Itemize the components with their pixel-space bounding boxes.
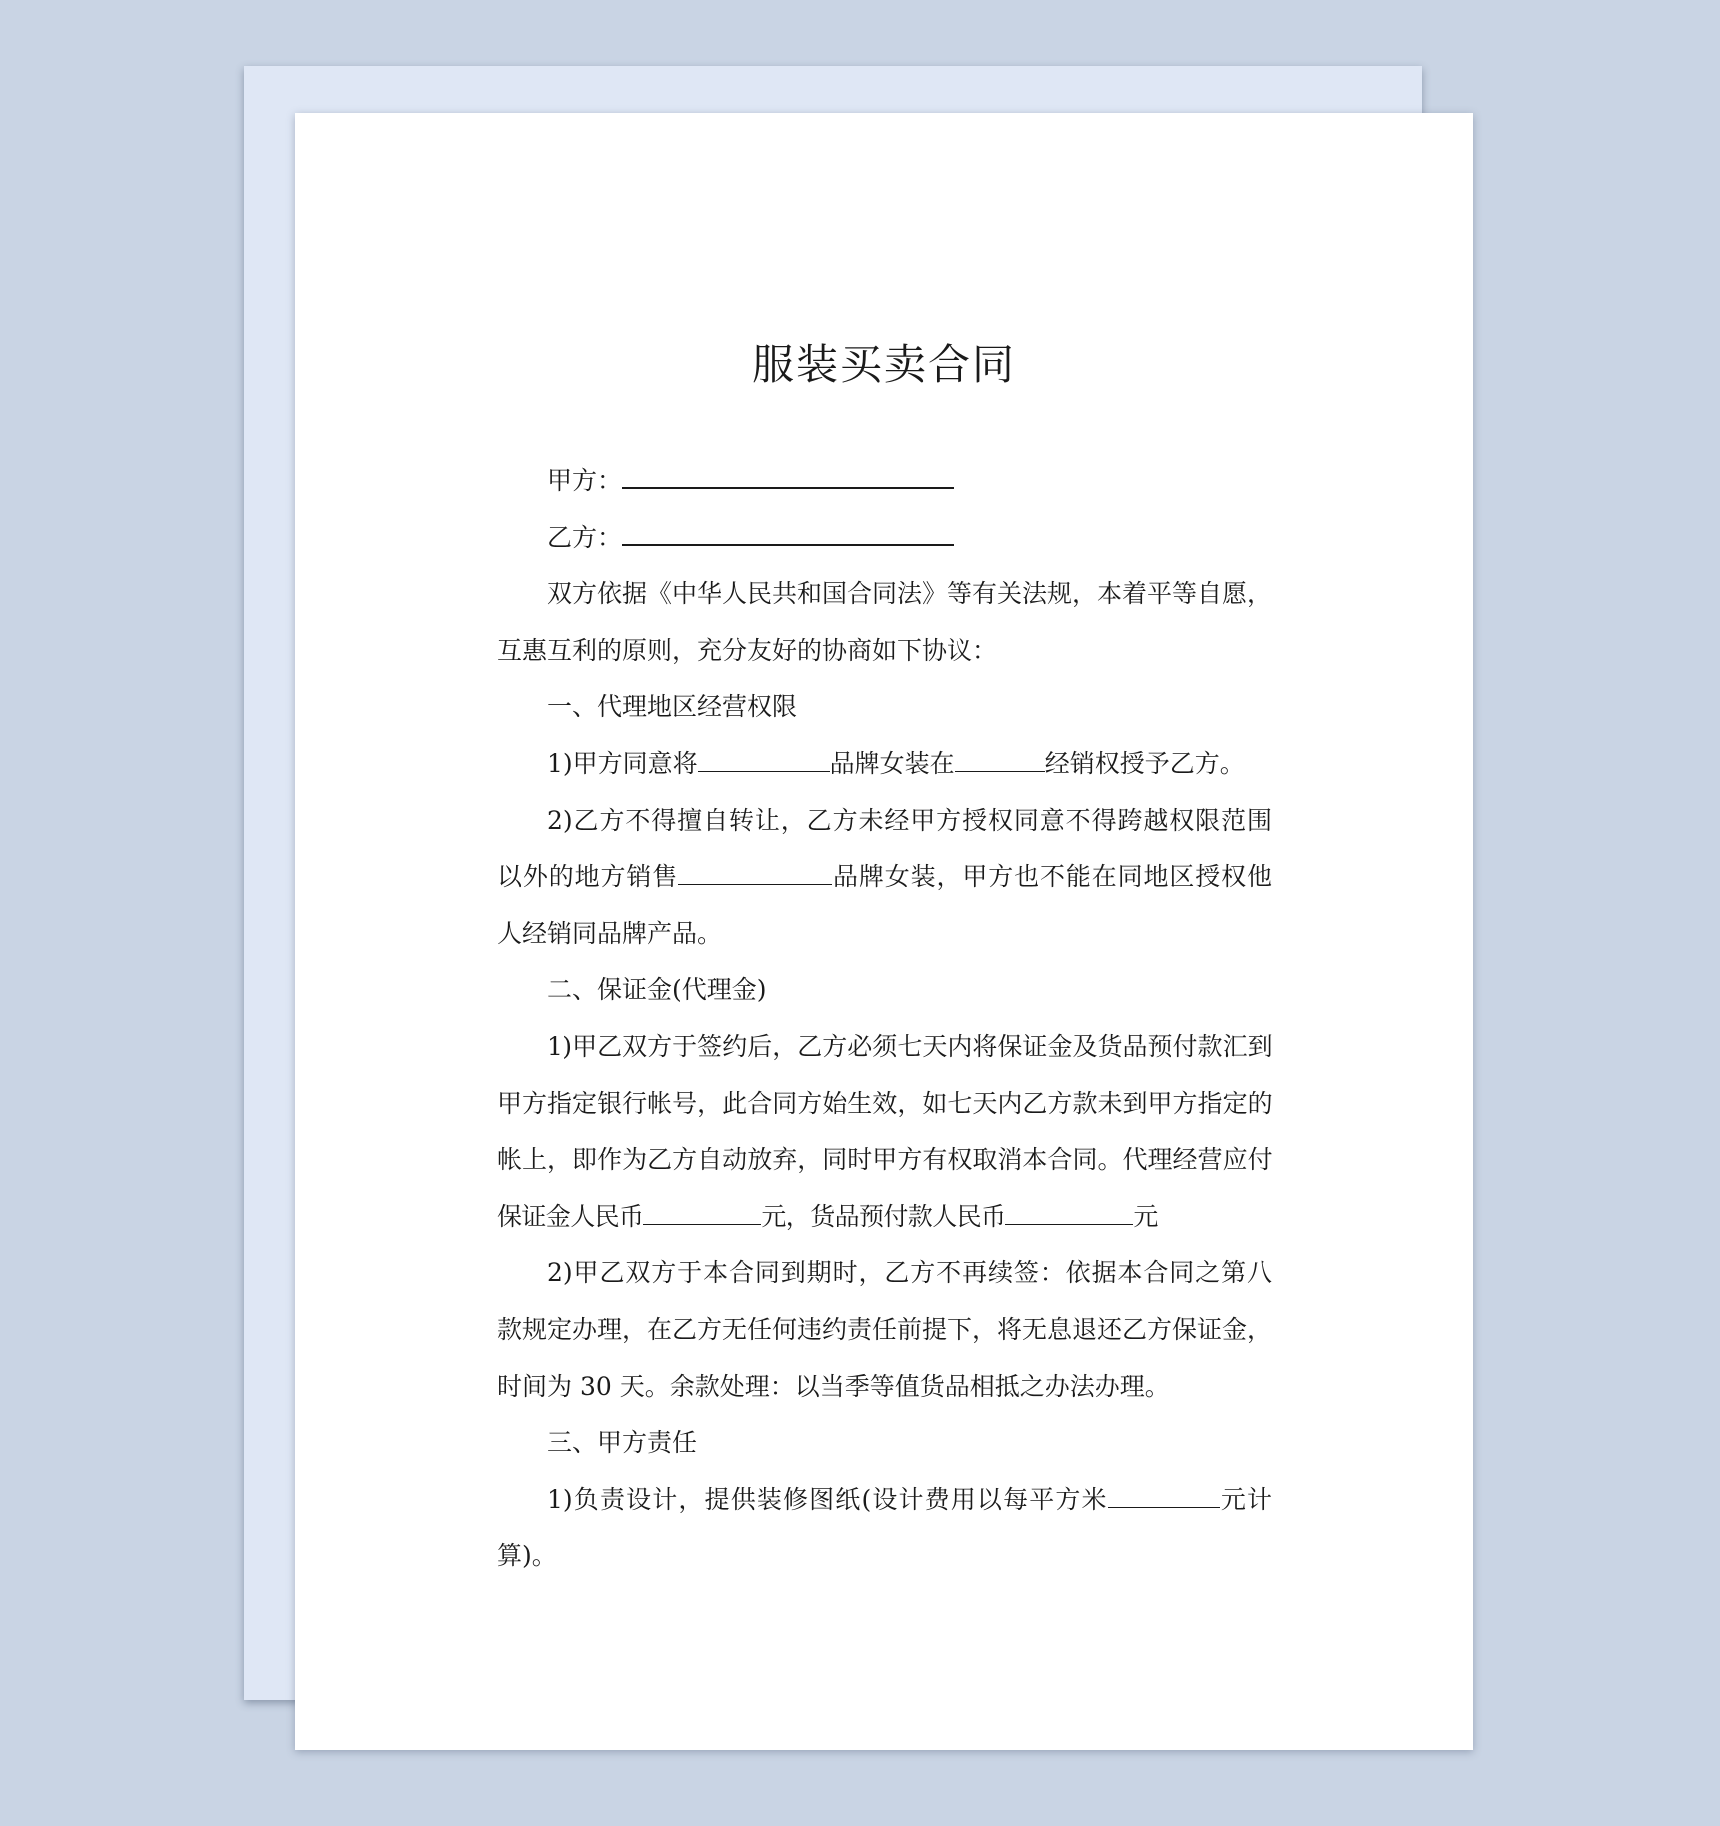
section1-item1-text-c: 经销权授予乙方。: [1044, 748, 1245, 778]
party-b-blank: [622, 522, 954, 546]
section1-item2-text-b: 品牌女装，甲方也不能在同地区授权他人经销同品牌产品。: [497, 862, 1272, 948]
section1-item1-text-a: 1)甲方同意将: [547, 748, 698, 778]
section1-item1-text-b: 品牌女装在: [829, 748, 955, 778]
contract-page: [295, 113, 1473, 1750]
intro-paragraph: 双方依据《中华人民共和国合同法》等有关法规，本着平等自愿，互惠互利的原则，充分友好的协商如下协议：: [497, 579, 1273, 665]
prepayment-amount-blank: [1005, 1202, 1133, 1225]
party-a-label: 甲方：: [547, 466, 623, 495]
section3-item1: [497, 1472, 1272, 1585]
section3-item1-text-a: 1)负责设计，提供装修图纸(设计费用以每平方米: [547, 1484, 1108, 1514]
brand-blank-2: [678, 862, 832, 885]
party-b-label: 乙方：: [547, 522, 623, 552]
section1-item2: [497, 793, 1272, 963]
party-a-line: [497, 453, 1272, 510]
section3-item1-text-b: 元计算)。: [497, 1484, 1272, 1571]
section2-item1-text-b: 元，货品预付款人民币: [761, 1201, 1006, 1231]
document-title: 服装买卖合同: [751, 340, 1016, 389]
section1-item1: [497, 736, 1272, 793]
deposit-amount-blank: [643, 1202, 761, 1225]
section1-item2-text-a: 2)乙方不得擅自转让，乙方未经甲方授权同意不得跨越权限范围以外的地方销售: [497, 805, 1272, 892]
region-blank: [955, 749, 1045, 772]
section1-heading: 一、代理地区经营权限: [547, 692, 798, 722]
document-body: [497, 453, 1272, 1585]
section2-item1-text-a: 1)甲乙双方于签约后，乙方必须七天内将保证金及货品预付款汇到甲方指定银行帐号，此合同方始生效，如七天内乙方款未到甲方指定的帐上，即作为乙方自动放弃，同时甲方有权取消本合同。代理经营应付保证金人民币: [497, 1031, 1272, 1231]
party-a-blank: [622, 465, 954, 489]
design-fee-blank: [1108, 1485, 1220, 1508]
section2-item2: 2)甲乙双方于本合同到期时，乙方不再续签：依据本合同之第八款规定办理，在乙方无任何违约责任前提下，将无息退还乙方保证金，时间为 30 天。余款处理：以当季等值货品相抵之办法办理。: [497, 1258, 1273, 1401]
section2-item1: [497, 1019, 1272, 1245]
section2-item1-text-c: 元: [1133, 1201, 1158, 1231]
section3-heading: 三、甲方责任: [547, 1428, 698, 1458]
section2-heading: 二、保证金(代理金): [547, 975, 767, 1005]
party-b-line: [497, 510, 1272, 567]
brand-blank: [698, 749, 830, 772]
